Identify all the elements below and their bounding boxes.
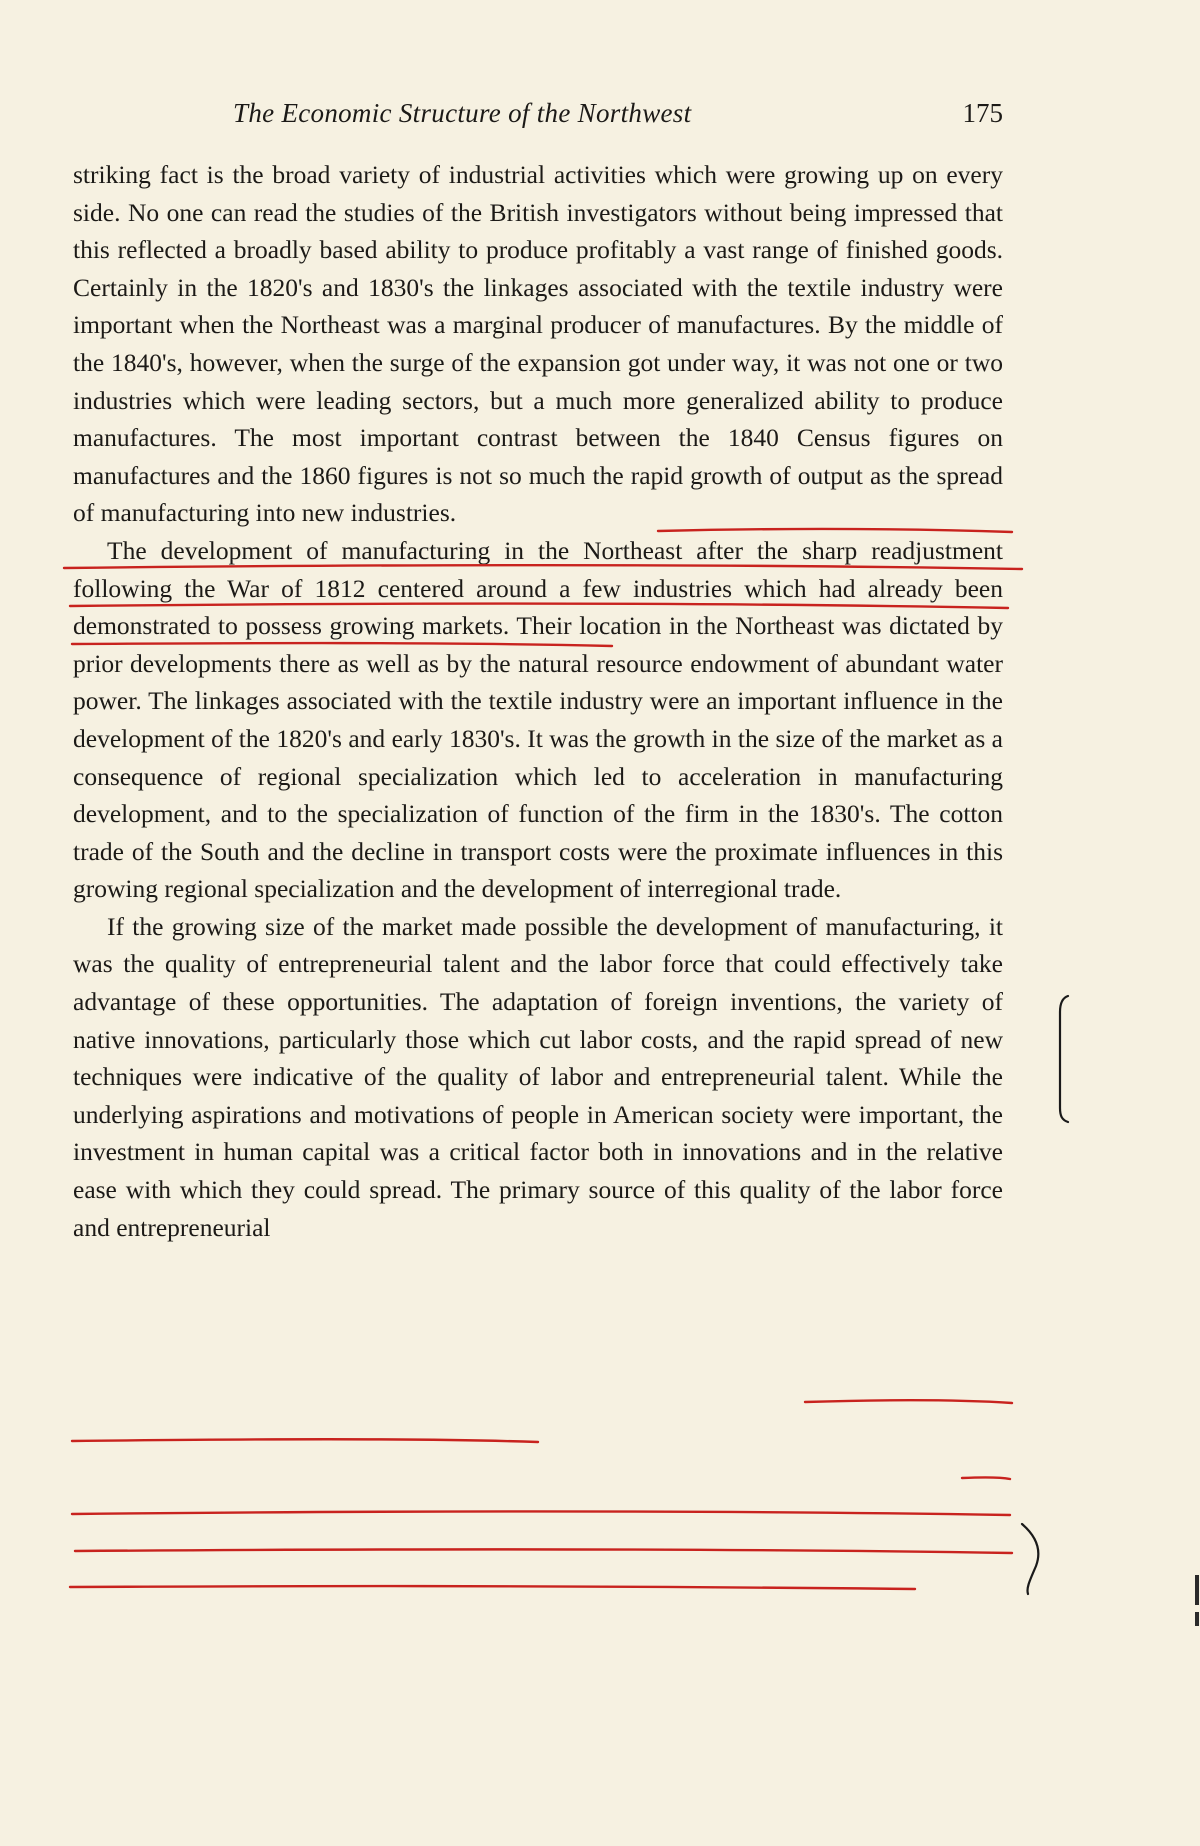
paragraph-2: The development of manufacturing in the Northeast after the sharp readjustment following the War of 1812 centered around a few industries which had already been demonstrated to possess growing markets. Their location in the Northeast was dictated by prior developments there as well as by the natural resource endowment of abundant water power. The linkages associated with the textile industry were an important influence in the development of the 1820's and early 1830's. It was the growth in the size of the market as a consequence of regional specialization which led to acceleration in manufacturing development, and to the specialization of function of the firm in the 1830's. The cotton trade of the South and the decline in transport costs were the proximate influences in this growing regional specialization and the development of interregional trade. [73,535,1003,904]
underline-mark [962,1477,1010,1479]
underline-mark [72,1512,1010,1516]
margin-bracket [1060,996,1068,1122]
paragraph-3: If the growing size of the market made possible the development of manufacturing, it was the quality of entrepreneurial talent and the labor force that could effectively take advantage of these opportunities. The adaptation of foreign inventions, the variety of native innovations, particularly those which cut labor costs, and the rapid spread of new techniques were indicative of the quality of labor and entrepreneurial talent. While the underlying aspirations and motivations of people in American society were important, the investment in human capital was a critical factor both in innovations and in the relative ease with which they could spread. The primary source of this quality of the labor force and entrepreneurial [73,911,1003,1242]
running-title: The Economic Structure of the Northwest [233,98,692,128]
edge-mark [1195,1612,1199,1626]
paragraph-1: striking fact is the broad variety of industrial activities which were growing up on every side. No one can read the studies of the British investigators without being impressed that this reflected a broadly based ability to produce profitably a vast range of finished goods. Certainly in the 1820's and 1830's the linkages associated with the textile industry were important when the Northeast was a marginal producer of manufactures. By the middle of the 1840's, however, when the surge of the expansion got under way, it was not one or two industries which were leading sectors, but a much more generalized ability to produce manufactures. The most important contrast between the 1840 Census figures on manufactures and the 1860 figures is not so much the rapid growth of output as the spread of manufacturing into new industries. [73,160,1003,528]
underline-mark [805,1400,1012,1403]
underline-mark [75,1549,1012,1553]
margin-bracket [1022,1524,1038,1594]
underline-mark [70,1586,915,1589]
page-header [73,98,1003,138]
underline-mark [72,1439,538,1442]
page-number: 175 [962,98,1003,128]
edge-mark [1195,1575,1199,1605]
body-text [73,156,1003,1246]
